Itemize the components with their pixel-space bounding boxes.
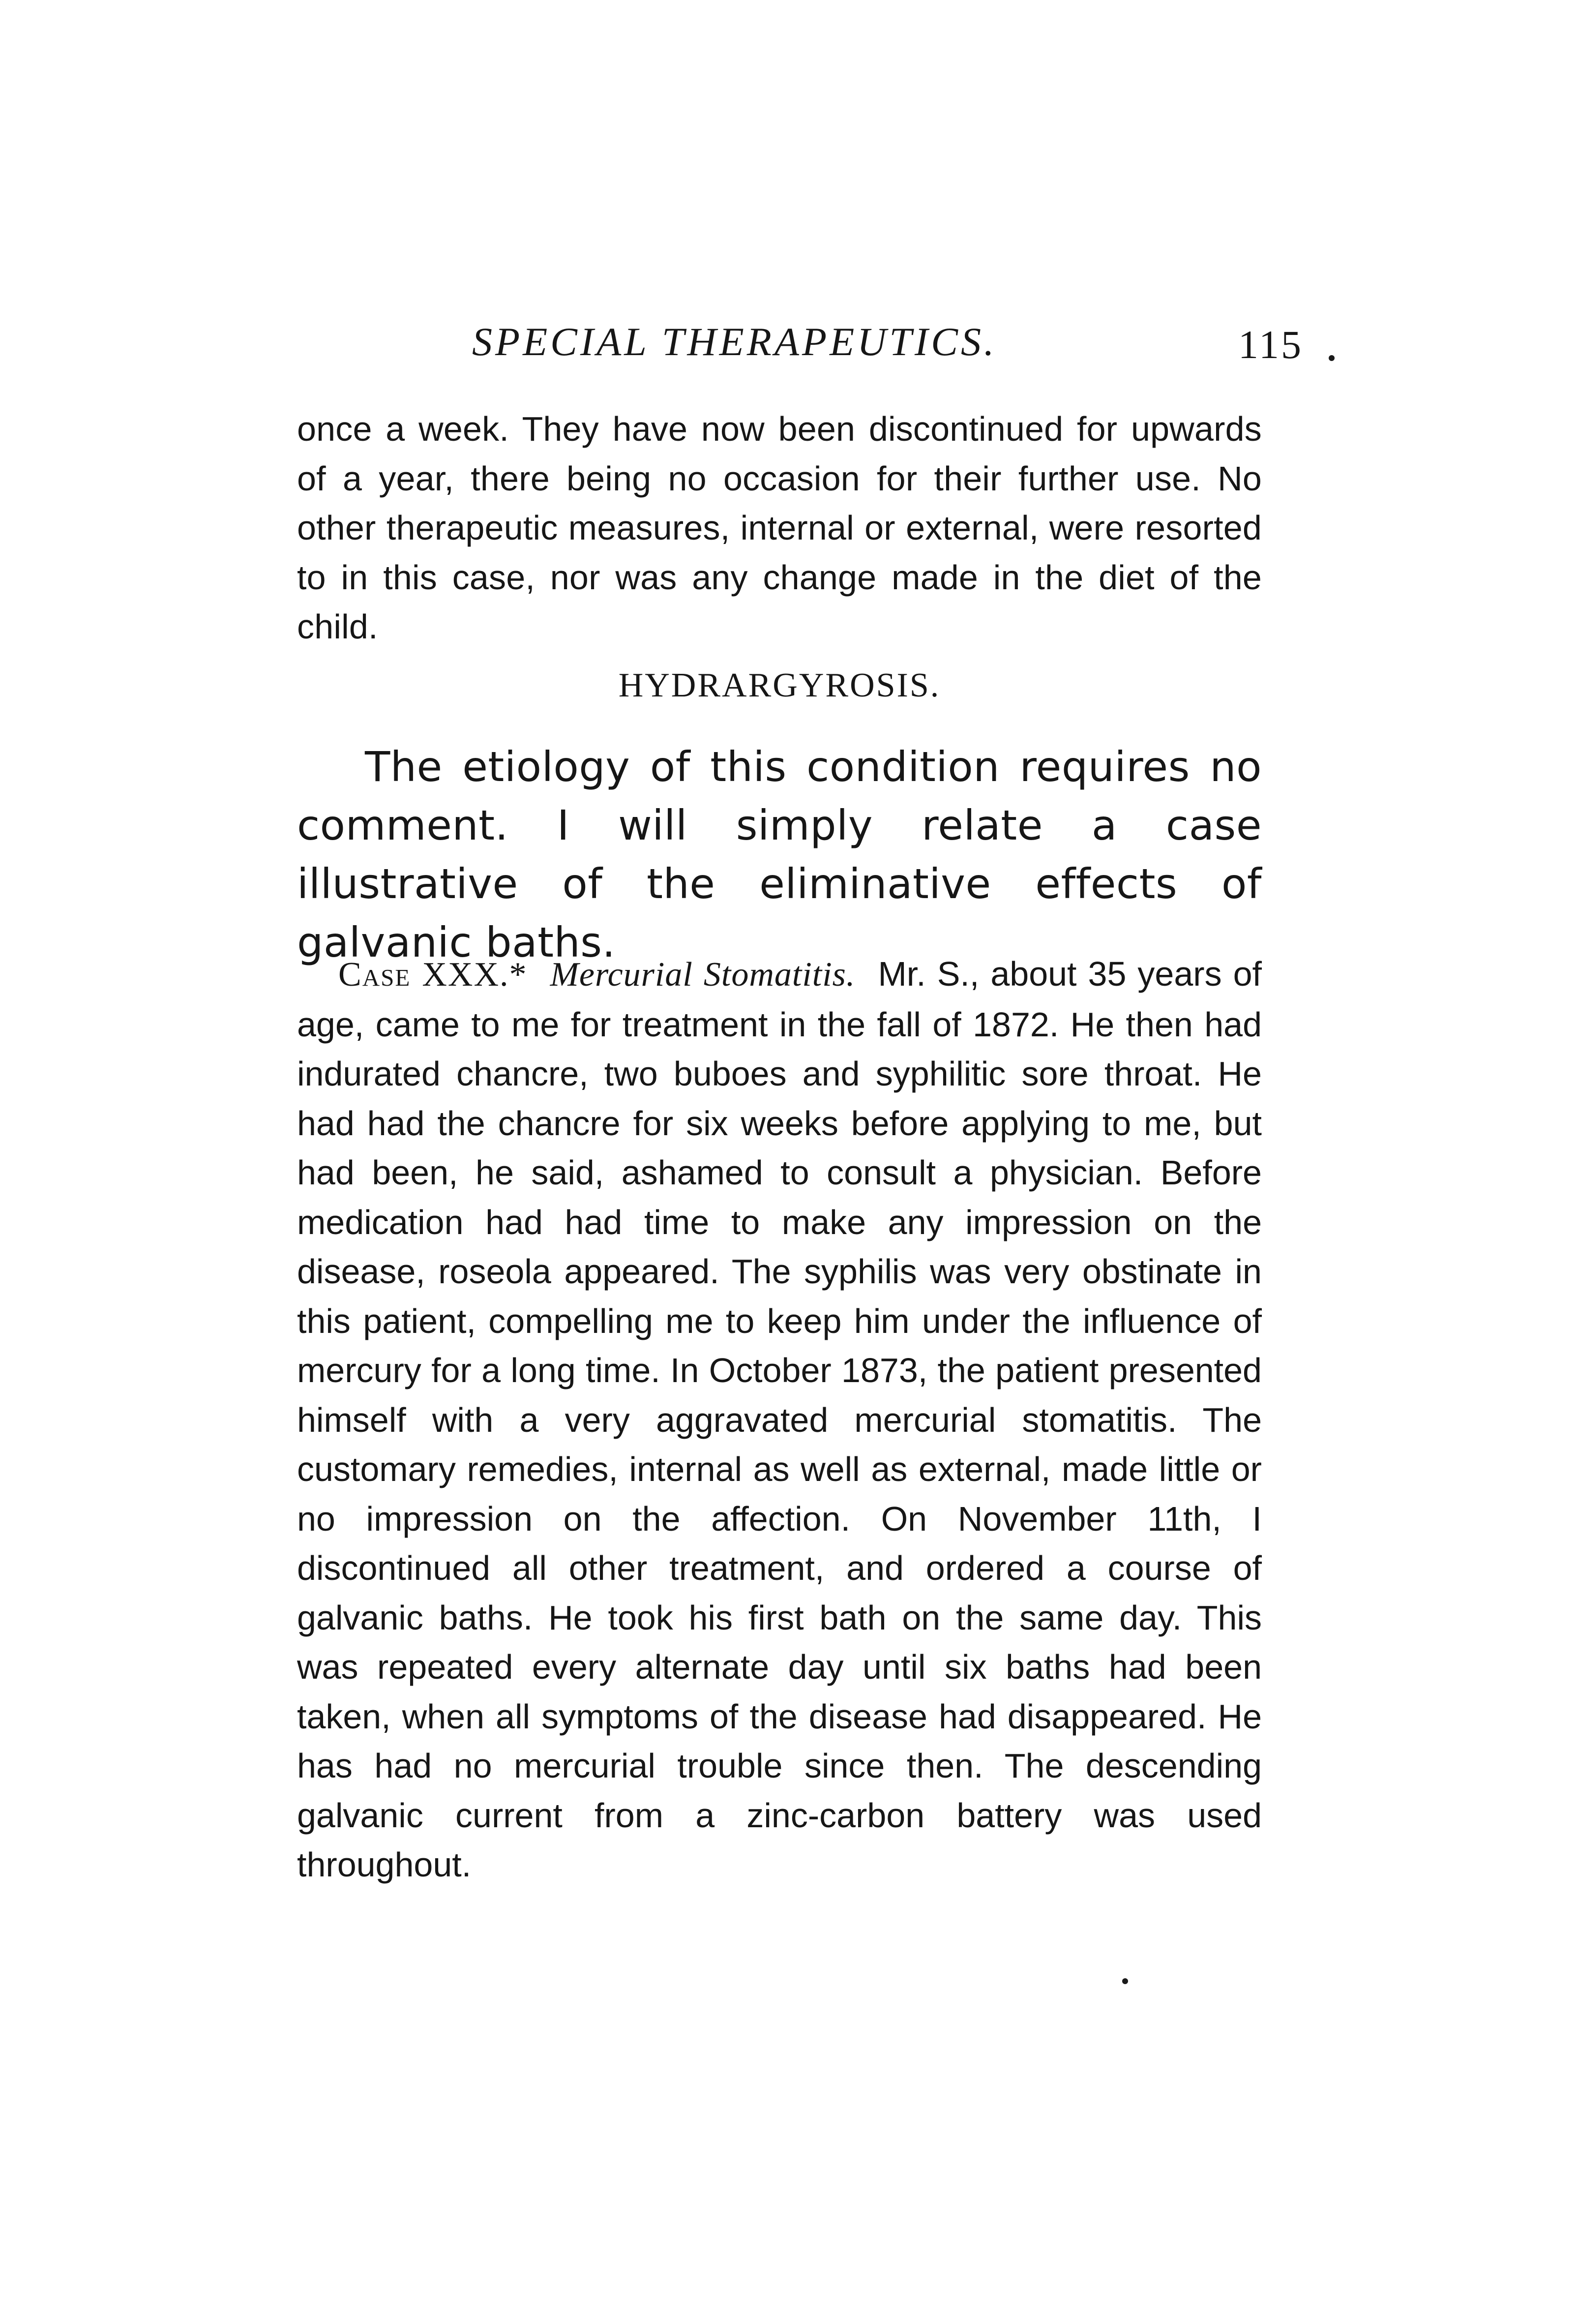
case-title: Mercurial Stomatitis. — [550, 956, 856, 994]
page-number: 115 — [1238, 322, 1303, 367]
running-head — [295, 319, 1303, 378]
case-paragraph — [297, 949, 1262, 1890]
running-title: SPECIAL THERAPEUTICS. — [472, 319, 997, 364]
case-block — [297, 949, 1262, 1890]
section-intro-block — [297, 738, 1262, 972]
section-heading: HYDRARGYROSIS. — [618, 666, 941, 704]
print-speck-top — [1329, 355, 1335, 361]
section-intro: The etiology of this condition requires no comment. I will simply relate a case illustrative of the eliminative effects of galvanic baths. — [297, 743, 1262, 966]
opening-paragraph: once a week. They have now been discontinued for upwards of a year, there being no occasion for their further use. No other therapeutic measures, internal or external, were resorted to in this case, nor was any change made in the diet of the child. — [297, 410, 1262, 646]
print-speck-bottom — [1122, 1978, 1128, 1984]
case-body: Mr. S., about 35 years of age, came to me for treatment in the fall of 1872. He then had indurated chancre, two buboes and syphilitic sore throat. He had had the chancre for six weeks before applying to me, but had been, he said, ashamed to consult a physician. Before medication had had time to make any impression on the disease, roseola appeared. The syphilis was very obstinate in this patient, compelling me to keep him under the influence of mercury for a long time. In October 1873, the patient presented himself with a very aggravated mercurial stomatitis. The customary remedies, internal as well as external, made little or no impression on the affection. On November 11th, I discontinued all other treatment, and ordered a course of galvanic baths. He took his first bath on the same day. This was repeated every alternate day until six baths had been taken, when all symptoms of the disease had disappeared. He has had no mercurial trouble since then. The descending galvanic current from a zinc-carbon battery was used throughout. — [297, 955, 1262, 1884]
opening-paragraph-block — [297, 404, 1262, 652]
case-label: Case XXX.* — [338, 956, 528, 994]
